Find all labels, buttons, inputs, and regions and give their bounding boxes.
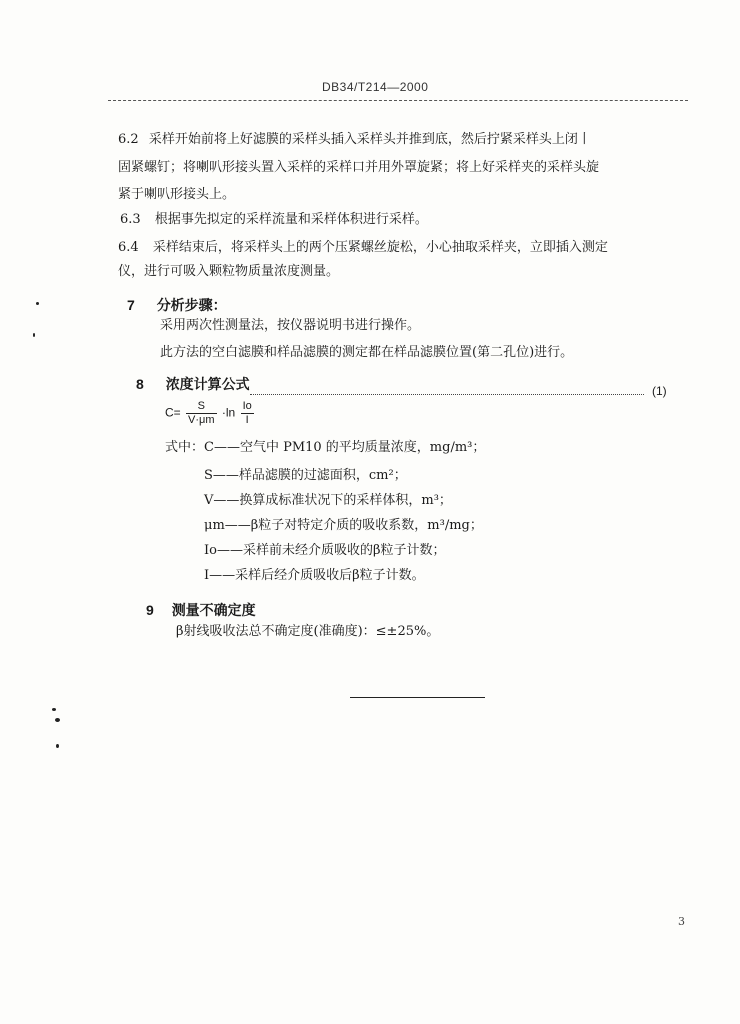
fraction-s-over-v bbox=[186, 400, 217, 427]
scan-speck bbox=[55, 718, 60, 722]
clause-number: 6.4 bbox=[118, 240, 139, 255]
scan-speck bbox=[52, 708, 56, 711]
scan-speck bbox=[33, 333, 35, 337]
clause-6-2-line-3: 紧于喇叭形接头上。 bbox=[118, 187, 236, 202]
clause-6-2-line-1 bbox=[118, 132, 591, 148]
section-number: 7 bbox=[127, 297, 135, 313]
fraction-denominator: I bbox=[245, 414, 249, 426]
scan-speck bbox=[36, 302, 39, 305]
end-rule bbox=[350, 697, 485, 698]
concentration-formula bbox=[165, 400, 256, 427]
clause-6-3 bbox=[120, 212, 428, 228]
section-9-heading bbox=[146, 600, 256, 620]
scan-speck bbox=[56, 744, 59, 748]
clause-text: 采样结束后，将采样头上的两个压紧螺丝旋松，小心抽取采样夹，立即插入测定 bbox=[152, 240, 608, 255]
clause-6-4-line-1 bbox=[118, 240, 608, 256]
section-title: 分析步骤： bbox=[156, 297, 227, 313]
standard-code: DB34/T214—2000 bbox=[322, 80, 429, 94]
page-number: 3 bbox=[678, 915, 685, 928]
where-line-i: I——采样后经介质吸收后β粒子计数。 bbox=[204, 568, 425, 583]
clause-text: 采样开始前将上好滤膜的采样头插入采样头并推到底，然后拧紧采样头上闭丨 bbox=[148, 132, 591, 147]
equation-number: (1) bbox=[652, 384, 667, 398]
section-title: 浓度计算公式 bbox=[165, 376, 250, 392]
section-8-heading bbox=[136, 374, 250, 394]
where-line-v: V——换算成标准状况下的采样体积，m³； bbox=[204, 493, 452, 508]
section-number: 8 bbox=[136, 376, 144, 392]
section-title: 测量不确定度 bbox=[171, 602, 256, 618]
formula-lhs: C= bbox=[165, 405, 181, 420]
fraction-numerator: S bbox=[186, 400, 217, 414]
fraction-io-over-i bbox=[241, 400, 254, 427]
section-7-line-2: 此方法的空白滤膜和样品滤膜的测定都在样品滤膜位置(第二孔位)进行。 bbox=[160, 345, 574, 360]
where-line-c: 式中：C——空气中 PM10 的平均质量浓度，mg/m³； bbox=[165, 440, 486, 455]
where-line-s: S——样品滤膜的过滤面积，cm²； bbox=[204, 468, 407, 483]
clause-text: 根据事先拟定的采样流量和采样体积进行采样。 bbox=[154, 212, 428, 227]
clause-6-4-line-2: 仪，进行可吸入颗粒物质量浓度测量。 bbox=[118, 264, 340, 279]
section-number: 9 bbox=[146, 602, 154, 618]
fraction-numerator: Io bbox=[242, 400, 252, 412]
where-line-io: Io——采样前未经介质吸收的β粒子计数； bbox=[204, 543, 446, 558]
header-rule bbox=[108, 100, 688, 101]
clause-number: 6.3 bbox=[120, 212, 141, 227]
section-9-text: β射线吸收法总不确定度(准确度)：≤±25%。 bbox=[176, 624, 440, 639]
clause-6-2-line-2: 固紧螺钉；将喇叭形接头置入采样的采样口并用外罩旋紧；将上好采样夹的采样头旋 bbox=[118, 160, 600, 175]
section-7-line-1: 采用两次性测量法，按仪器说明书进行操作。 bbox=[160, 318, 421, 333]
fraction-denominator: V·μm bbox=[188, 414, 215, 426]
where-line-um: μm——β粒子对特定介质的吸收系数，m³/mg； bbox=[204, 518, 483, 533]
clause-number: 6.2 bbox=[118, 132, 139, 147]
formula-leader-dots bbox=[250, 394, 644, 395]
formula-ln: ·ln bbox=[221, 405, 236, 420]
section-7-heading bbox=[127, 295, 227, 315]
